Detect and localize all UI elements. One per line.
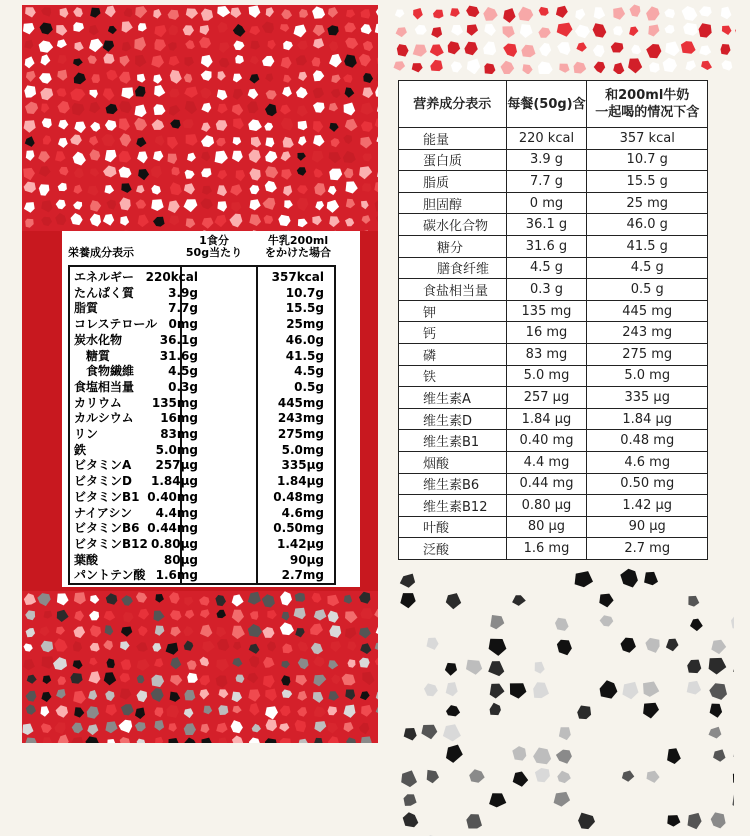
cn-row-name: 胆固醇 — [399, 192, 507, 214]
cn-row-value-a: 36.1 g — [506, 214, 587, 236]
jp-table-row — [70, 270, 338, 286]
cn-row-name: 膳食纤维 — [399, 257, 507, 279]
jp-row-value-a: 5.0mg — [155, 442, 198, 457]
jp-row-name: 糖質 — [86, 348, 111, 363]
cn-row-value-a: 4.4 mg — [506, 451, 587, 473]
cn-header-col-b-2: 一起喝的情况下含 — [595, 105, 700, 120]
jp-row-value-a: 80μg — [163, 552, 198, 567]
mosaic-bottom-pattern — [22, 591, 378, 743]
cn-table-row — [399, 257, 708, 279]
cn-row-name: 铁 — [399, 365, 507, 387]
mosaic-top-pattern — [22, 5, 378, 231]
jp-table-row — [70, 568, 338, 584]
cn-row-value-a: 83 mg — [506, 343, 587, 365]
jp-row-name: ナイアシン — [74, 505, 133, 520]
cn-row-value-a: 1.84 μg — [506, 408, 587, 430]
jp-row-value-b: 2.7mg — [281, 568, 324, 583]
jp-row-name: ビタミンA — [74, 458, 132, 473]
cn-row-value-a: 0.3 g — [506, 279, 587, 301]
jp-table-row — [70, 443, 338, 459]
jp-row-value-a: 0.44mg — [147, 521, 198, 536]
cn-row-name: 维生素D — [399, 408, 507, 430]
cn-row-value-b: 243 mg — [587, 322, 708, 344]
jp-table-row — [70, 396, 338, 412]
jp-table-row — [70, 333, 338, 349]
cn-table-row — [399, 279, 708, 301]
cn-row-value-a: 4.5 g — [506, 257, 587, 279]
jp-row-value-b: 1.42μg — [276, 536, 324, 551]
jp-row-name: 食塩相当量 — [74, 379, 135, 394]
jp-row-value-a: 0mg — [168, 317, 198, 332]
jp-row-value-b: 1.84μg — [276, 474, 324, 489]
package-photo — [22, 5, 378, 743]
cn-row-value-a: 80 μg — [506, 516, 587, 538]
cn-row-value-b: 5.0 mg — [587, 365, 708, 387]
cn-row-value-b: 275 mg — [587, 343, 708, 365]
cn-row-value-b: 90 μg — [587, 516, 708, 538]
jp-row-name: コレステロール — [74, 317, 158, 332]
cn-table-row — [399, 192, 708, 214]
cn-table-row — [399, 365, 708, 387]
jp-row-name: 食物繊維 — [86, 364, 135, 379]
cn-row-name: 泛酸 — [399, 538, 507, 560]
jp-table-row — [70, 380, 338, 396]
cn-row-value-b: 0.48 mg — [587, 430, 708, 452]
jp-row-value-a: 220kcal — [145, 270, 198, 284]
cn-table-body — [399, 128, 708, 560]
cn-row-value-a: 5.0 mg — [506, 365, 587, 387]
jp-header-col-b-2: をかけた場合 — [265, 246, 331, 259]
jp-row-name: エネルギー — [74, 270, 135, 284]
cn-row-name: 烟酸 — [399, 451, 507, 473]
cn-row-value-b: 445 mg — [587, 300, 708, 322]
jp-row-value-b: 357kcal — [271, 270, 324, 284]
jp-table-row — [70, 474, 338, 490]
jp-row-value-b: 4.6mg — [281, 505, 324, 520]
mosaic-top-right-pattern — [392, 4, 736, 74]
jp-row-value-b: 10.7g — [285, 285, 324, 300]
jp-row-name: パントテン酸 — [74, 568, 146, 583]
jp-row-value-a: 36.1g — [159, 332, 198, 347]
jp-table-row — [70, 411, 338, 427]
cn-row-value-b: 357 kcal — [587, 128, 708, 150]
cn-row-value-a: 1.6 mg — [506, 538, 587, 560]
jp-table-row — [70, 301, 338, 317]
cn-row-value-b: 10.7 g — [587, 149, 708, 171]
jp-header-col-a-2: 50g当たり — [185, 246, 243, 259]
cn-row-value-a: 0.44 mg — [506, 473, 587, 495]
cn-row-value-b: 41.5 g — [587, 235, 708, 257]
cn-row-value-a: 31.6 g — [506, 235, 587, 257]
cn-row-name: 糖分 — [399, 235, 507, 257]
jp-row-value-a: 31.6g — [159, 348, 198, 363]
jp-row-value-a: 7.7g — [168, 301, 198, 316]
cn-row-value-b: 2.7 mg — [587, 538, 708, 560]
jp-table-row — [70, 364, 338, 380]
cn-table-row — [399, 343, 708, 365]
jp-row-value-b: 46.0g — [285, 332, 324, 347]
jp-row-value-a: 1.6mg — [155, 568, 198, 583]
jp-table-row — [70, 286, 338, 302]
cn-table-row — [399, 149, 708, 171]
cn-table-row — [399, 387, 708, 409]
jp-row-name: カルシウム — [74, 411, 134, 426]
cn-table-row — [399, 516, 708, 538]
cn-row-value-a: 220 kcal — [506, 128, 587, 150]
jp-row-value-b: 445mg — [277, 395, 324, 410]
jp-table-row — [70, 506, 338, 522]
cn-row-name: 维生素A — [399, 387, 507, 409]
cn-row-value-b: 0.50 mg — [587, 473, 708, 495]
jp-row-value-a: 0.40mg — [147, 489, 198, 504]
jp-row-value-a: 0.3g — [168, 379, 198, 394]
jp-row-name: 葉酸 — [74, 552, 99, 567]
cn-table-row — [399, 495, 708, 517]
jp-row-value-a: 83mg — [160, 427, 198, 441]
cn-row-value-a: 0.80 μg — [506, 495, 587, 517]
cn-table-row — [399, 408, 708, 430]
jp-row-value-b: 25mg — [286, 317, 324, 332]
cn-row-value-b: 4.6 mg — [587, 451, 708, 473]
cn-header-col-a: 每餐(50g)含 — [506, 81, 587, 128]
jp-row-value-a: 3.9g — [168, 285, 198, 300]
cn-row-name: 磷 — [399, 343, 507, 365]
jp-row-name: ビタミンB12 — [74, 536, 148, 551]
cn-row-name: 维生素B12 — [399, 495, 507, 517]
cn-row-name: 钾 — [399, 300, 507, 322]
jp-row-value-a: 16mg — [160, 411, 198, 426]
jp-row-name: 炭水化物 — [74, 332, 123, 347]
cn-row-name: 钙 — [399, 322, 507, 344]
cn-row-name: 脂质 — [399, 171, 507, 193]
cn-row-name: 维生素B6 — [399, 473, 507, 495]
cn-row-name: 碳水化合物 — [399, 214, 507, 236]
package-middle — [22, 231, 378, 591]
jp-row-value-b: 4.5g — [294, 364, 324, 379]
cn-row-value-b: 46.0 g — [587, 214, 708, 236]
jp-row-value-b: 5.0mg — [281, 442, 324, 457]
cn-table-row — [399, 214, 708, 236]
jp-table-row — [70, 521, 338, 537]
jp-row-name: ビタミンD — [74, 474, 132, 489]
jp-table-row — [70, 317, 338, 333]
jp-row-value-b: 243mg — [277, 411, 324, 426]
cn-table-row — [399, 300, 708, 322]
jp-header-name: 栄養成分表示 — [68, 246, 134, 259]
jp-table-row — [70, 537, 338, 553]
cn-row-value-a: 257 μg — [506, 387, 587, 409]
jp-row-value-b: 275mg — [277, 427, 324, 441]
cn-row-name: 食盐相当量 — [399, 279, 507, 301]
jp-table-row — [70, 458, 338, 474]
jp-row-value-a: 257μg — [155, 458, 198, 473]
jp-row-name: カリウム — [74, 395, 122, 410]
jp-row-value-b: 0.5g — [294, 379, 324, 394]
jp-row-value-a: 1.84μg — [150, 474, 198, 489]
jp-row-value-a: 0.80μg — [150, 536, 198, 551]
jp-table-row — [70, 349, 338, 365]
cn-nutrition-table — [398, 80, 708, 560]
jp-row-name: ビタミンB1 — [74, 489, 140, 504]
jp-row-value-b: 15.5g — [285, 301, 324, 316]
jp-table-row — [70, 490, 338, 506]
cn-table-row — [399, 322, 708, 344]
jp-row-value-b: 0.48mg — [273, 489, 324, 504]
cn-table-header-row — [399, 81, 708, 128]
jp-row-name: たんぱく質 — [74, 285, 135, 300]
cn-row-value-b: 25 mg — [587, 192, 708, 214]
jp-row-value-b: 335μg — [281, 458, 324, 473]
cn-row-value-b: 335 μg — [587, 387, 708, 409]
jp-row-value-a: 4.5g — [168, 364, 198, 379]
jp-row-value-b: 0.50mg — [273, 521, 324, 536]
cn-table-row — [399, 128, 708, 150]
cn-header-name: 营养成分表示 — [399, 81, 507, 128]
jp-table-row — [70, 553, 338, 569]
jp-header-col-a-1: 1食分 — [199, 234, 229, 247]
jp-row-name: 鉄 — [74, 442, 87, 457]
cn-row-name: 叶酸 — [399, 516, 507, 538]
cn-row-value-a: 7.7 g — [506, 171, 587, 193]
cn-table-row — [399, 538, 708, 560]
cn-table-row — [399, 473, 708, 495]
cn-row-value-a: 16 mg — [506, 322, 587, 344]
jp-row-value-a: 4.4mg — [155, 505, 198, 520]
jp-row-name: リン — [74, 427, 99, 441]
cn-row-value-b: 1.84 μg — [587, 408, 708, 430]
cn-row-name: 维生素B1 — [399, 430, 507, 452]
cn-row-value-b: 1.42 μg — [587, 495, 708, 517]
cn-table-row — [399, 430, 708, 452]
cn-table-row — [399, 235, 708, 257]
cn-row-value-a: 135 mg — [506, 300, 587, 322]
cn-row-value-b: 0.5 g — [587, 279, 708, 301]
jp-row-value-b: 41.5g — [285, 348, 324, 363]
jp-header-col-b-1: 牛乳200ml — [267, 234, 329, 247]
cn-row-name: 蛋白质 — [399, 149, 507, 171]
cn-row-value-a: 0.40 mg — [506, 430, 587, 452]
jp-nutrition-panel — [62, 231, 360, 587]
cn-row-value-b: 4.5 g — [587, 257, 708, 279]
cn-header-col-b-1: 和200ml牛奶 — [605, 88, 690, 103]
cn-table-row — [399, 171, 708, 193]
jp-row-value-a: 135mg — [151, 395, 198, 410]
jp-table-row — [70, 427, 338, 443]
jp-row-value-b: 90μg — [289, 552, 324, 567]
cn-row-name: 能量 — [399, 128, 507, 150]
cn-row-value-a: 0 mg — [506, 192, 587, 214]
jp-row-name: 脂質 — [74, 301, 99, 316]
mosaic-bottom-right-pattern — [398, 568, 734, 836]
jp-row-name: ビタミンB6 — [74, 521, 140, 536]
cn-row-value-b: 15.5 g — [587, 171, 708, 193]
cn-row-value-a: 3.9 g — [506, 149, 587, 171]
cn-header-col-b — [587, 81, 708, 128]
jp-table-box — [68, 265, 336, 585]
jp-table-header — [62, 231, 360, 261]
cn-table-row — [399, 451, 708, 473]
